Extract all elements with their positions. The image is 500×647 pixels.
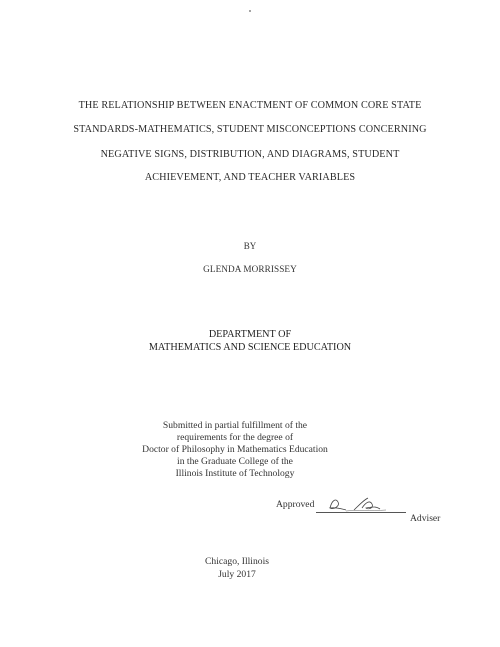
- by-label: BY: [243, 241, 257, 251]
- thesis-title-line-4: ACHIEVEMENT, AND TEACHER VARIABLES: [144, 172, 356, 183]
- thesis-title-line-3: NEGATIVE SIGNS, DISTRIBUTION, AND DIAGRAMS, STUDENT: [100, 149, 400, 160]
- author-name: GLENDA MORRISSEY: [203, 264, 297, 274]
- adviser-label: Adviser: [410, 513, 441, 524]
- thesis-title-line-2: STANDARDS-MATHEMATICS, STUDENT MISCONCEPTIONS CONCERNING: [73, 124, 427, 135]
- submission-date: July 2017: [218, 569, 256, 580]
- submission-line-3: Doctor of Philosophy in Mathematics Education: [142, 444, 328, 455]
- submission-line-2: requirements for the degree of: [176, 432, 294, 443]
- thesis-title-line-1: THE RELATIONSHIP BETWEEN ENACTMENT OF COMMON CORE STATE: [78, 100, 422, 111]
- submission-line-1: Submitted in partial fulfillment of the: [162, 420, 308, 431]
- department-line-1: DEPARTMENT OF: [208, 329, 292, 340]
- signature-line: [316, 512, 406, 513]
- location-city: Chicago, Illinois: [205, 556, 269, 567]
- submission-line-5: Illinois Institute of Technology: [175, 468, 295, 479]
- submission-line-4: in the Graduate College of the: [177, 456, 293, 467]
- approved-label: Approved: [276, 499, 315, 510]
- approval-row: [276, 494, 456, 514]
- scan-speck: [249, 10, 251, 12]
- department-line-2: MATHEMATICS AND SCIENCE EDUCATION: [148, 342, 352, 353]
